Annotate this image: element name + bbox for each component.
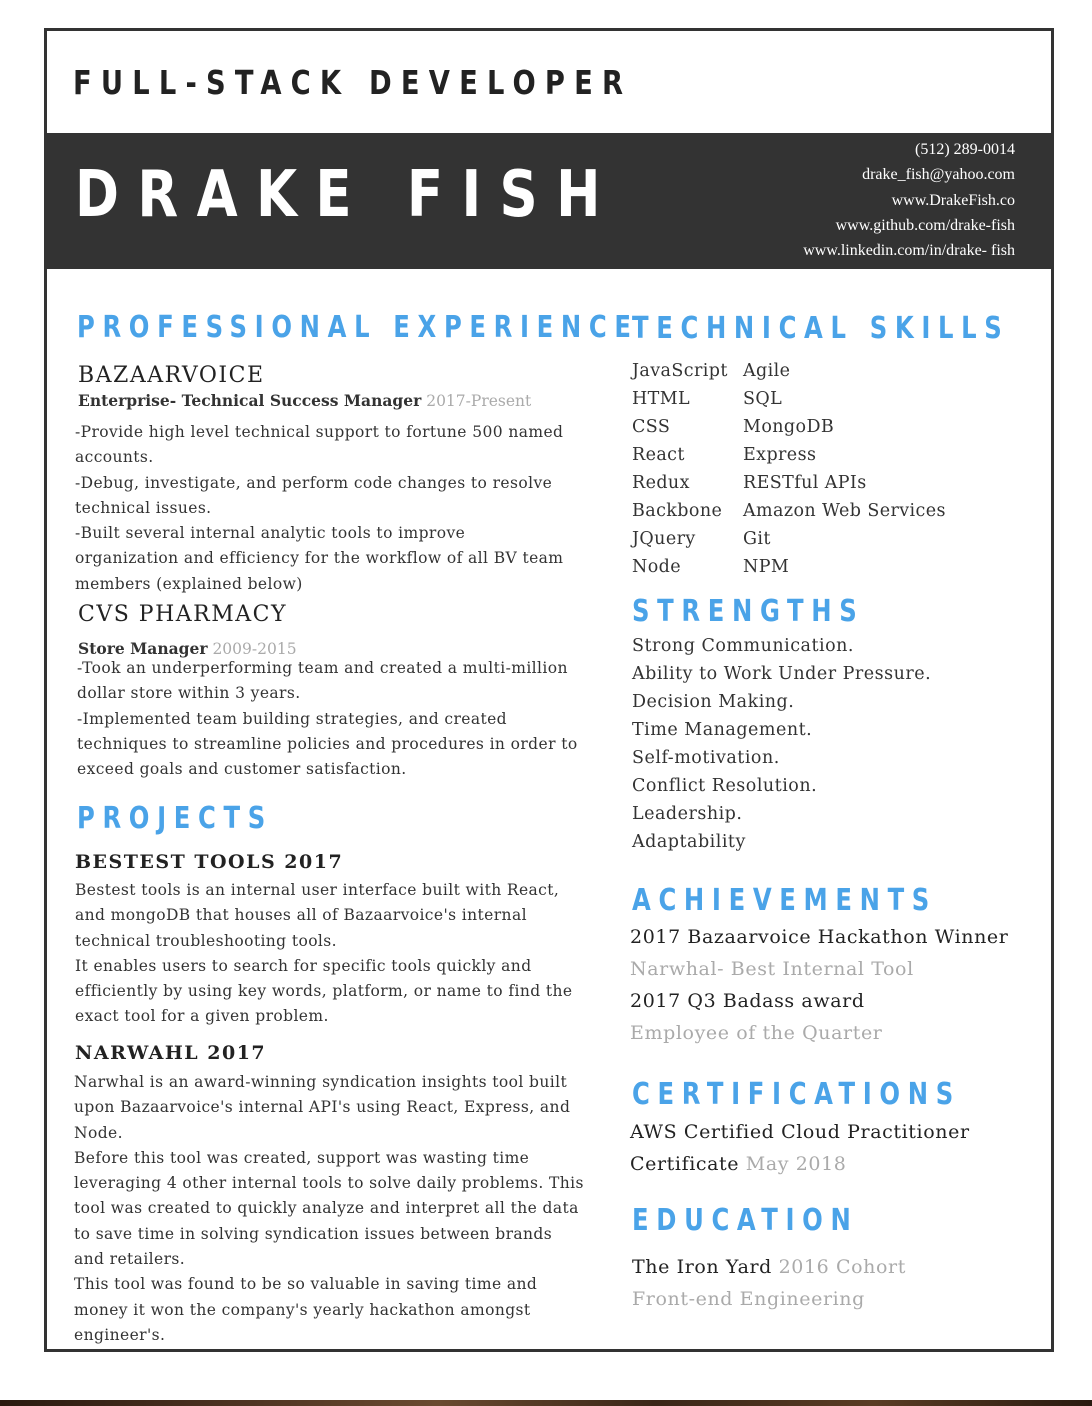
description-line: accounts. — [75, 448, 154, 467]
strength-item: Decision Making. — [632, 692, 795, 712]
description-line: technical issues. — [75, 498, 212, 517]
certification-name: AWS Certified Cloud Practitioner — [630, 1121, 970, 1143]
strength-item: Conflict Resolution. — [632, 776, 818, 796]
description-line: tool was created to quickly analyze and interpret all the data — [74, 1199, 579, 1218]
role-dates: 2009-2015 — [212, 640, 297, 658]
education-list — [632, 1256, 1032, 1320]
description-line: leveraging 4 other internal tools to solve daily problems. This — [74, 1174, 584, 1193]
strength-item: Adaptability — [632, 832, 746, 852]
school-name: The Iron Yard — [632, 1256, 772, 1278]
description-line: organization and efficiency for the workflow of all BV team — [75, 549, 564, 568]
description-line: Bestest tools is an internal user interface built with React, — [75, 881, 560, 899]
strength-item: Strong Communication. — [632, 636, 854, 656]
strength-item: Time Management. — [632, 720, 813, 740]
description-line: and retailers. — [74, 1250, 186, 1269]
project-title: BESTEST TOOLS 2017 — [75, 851, 344, 873]
certification-line — [630, 1153, 1030, 1185]
strength-item: Leadership. — [632, 804, 743, 824]
phone: (512) 289-0014 — [915, 141, 1015, 158]
contact-info — [803, 137, 1015, 263]
description-line: -Provide high level technical support to fortune 500 named — [75, 423, 564, 441]
certifications-heading: CERTIFICATIONS — [632, 1077, 961, 1112]
role-dates: 2017-Present — [426, 392, 532, 410]
skill: Express — [743, 445, 817, 465]
strength-item: Ability to Work Under Pressure. — [632, 664, 932, 684]
description-line: and mongoDB that houses all of Bazaarvoice's internal — [75, 906, 527, 925]
description-line: It enables users to search for specific tools quickly and — [75, 956, 532, 975]
company-name: BAZAARVOICE — [78, 363, 265, 388]
description-line: -Implemented team building strategies, and created — [77, 709, 508, 728]
skill: SQL — [743, 389, 783, 409]
description-line: Node. — [74, 1123, 123, 1142]
project-title: NARWAHL 2017 — [75, 1042, 267, 1064]
education-school-line — [632, 1256, 1032, 1288]
strength-item: Self-motivation. — [632, 748, 780, 768]
email: drake_fish@yahoo.com — [862, 166, 1015, 184]
description-line: Narwhal is an award-winning syndication insights tool built — [74, 1073, 568, 1091]
description-line: techniques to streamline policies and procedures in order to — [77, 734, 578, 753]
name-banner — [47, 133, 1051, 269]
role-title: Store Manager — [78, 639, 208, 658]
description-line: members (explained below) — [75, 574, 303, 593]
experience-heading: PROFESSIONAL EXPERIENCE — [77, 310, 639, 345]
education-program: Front-end Engineering — [632, 1288, 865, 1310]
skill: MongoDB — [743, 417, 835, 437]
strengths-heading: STRENGTHS — [632, 594, 865, 629]
skill-row — [632, 361, 1012, 389]
description-line: -Debug, investigate, and perform code changes to resolve — [75, 473, 553, 492]
achievement-title: 2017 Q3 Badass award — [630, 990, 865, 1012]
skill-row — [632, 557, 1012, 585]
skill-row — [632, 417, 1012, 445]
strengths-list — [632, 636, 1012, 860]
description-line: Before this tool was created, support was wasting time — [74, 1148, 530, 1167]
skill: Backbone — [632, 501, 723, 521]
skill: Git — [743, 529, 771, 549]
job-title: FULL-STACK DEVELOPER — [73, 63, 633, 102]
linkedin-link[interactable]: www.linkedin.com/in/drake- fish — [803, 242, 1015, 260]
achievements-list — [630, 926, 1030, 1054]
skill-row — [632, 473, 1012, 501]
skill: Amazon Web Services — [743, 501, 946, 521]
description-line: -Took an underperforming team and created a multi-million — [77, 659, 568, 677]
skill: Redux — [632, 473, 690, 493]
resume-page — [44, 28, 1054, 1352]
achievement-detail: Employee of the Quarter — [630, 1022, 883, 1044]
company-name: CVS PHARMACY — [78, 602, 287, 627]
skill: RESTful APIs — [743, 473, 867, 493]
skill: JQuery — [632, 529, 696, 549]
certification-suffix: Certificate — [630, 1153, 740, 1175]
desk-background-strip — [0, 1400, 1092, 1406]
website-link[interactable]: www.DrakeFish.co — [891, 191, 1015, 209]
skill: React — [632, 445, 685, 465]
description-line: dollar store within 3 years. — [77, 684, 301, 703]
description-line: engineer's. — [74, 1325, 166, 1344]
job-role — [78, 393, 531, 410]
job-description — [77, 656, 582, 782]
job-description — [75, 420, 580, 597]
project-description — [74, 1070, 584, 1348]
description-line: to save time in solving syndication issues between brands — [74, 1224, 553, 1243]
achievements-heading: ACHIEVEMENTS — [632, 883, 937, 918]
skill: Node — [632, 557, 682, 577]
description-line: This tool was found to be so valuable in saving time and — [74, 1275, 538, 1294]
description-line: technical troubleshooting tools. — [75, 931, 337, 950]
achievement-title: 2017 Bazaarvoice Hackathon Winner — [630, 926, 1009, 948]
skills-table — [632, 361, 1012, 585]
projects-heading: PROJECTS — [77, 801, 273, 836]
description-line: upon Bazaarvoice's internal API's using React, Express, and — [74, 1098, 571, 1117]
skill: HTML — [632, 389, 691, 409]
description-line: money it won the company's yearly hackathon amongst — [74, 1300, 531, 1319]
description-line: -Built several internal analytic tools to improve — [75, 524, 466, 543]
skill: CSS — [632, 417, 671, 437]
candidate-name: DRAKE FISH — [75, 158, 619, 232]
school-cohort: 2016 Cohort — [778, 1256, 906, 1278]
education-heading: EDUCATION — [632, 1203, 859, 1238]
github-link[interactable]: www.github.com/drake-fish — [835, 216, 1015, 234]
skill: NPM — [743, 557, 790, 577]
skill-row — [632, 389, 1012, 417]
description-line: exceed goals and customer satisfaction. — [77, 760, 407, 779]
skill: JavaScript — [632, 361, 728, 381]
description-line: exact tool for a given problem. — [75, 1007, 329, 1026]
skill-row — [632, 501, 1012, 529]
skill: Agile — [743, 361, 791, 381]
description-line: efficiently by using key words, platform, or name to find the — [75, 982, 573, 1001]
project-description — [75, 878, 580, 1030]
role-title: Enterprise- Technical Success Manager — [78, 391, 422, 410]
skill-row — [632, 529, 1012, 557]
certification-date: May 2018 — [745, 1153, 847, 1175]
skill-row — [632, 445, 1012, 473]
skills-heading: TECHNICAL SKILLS — [632, 311, 1010, 346]
certifications-list — [630, 1121, 1030, 1185]
achievement-detail: Narwhal- Best Internal Tool — [630, 958, 914, 980]
